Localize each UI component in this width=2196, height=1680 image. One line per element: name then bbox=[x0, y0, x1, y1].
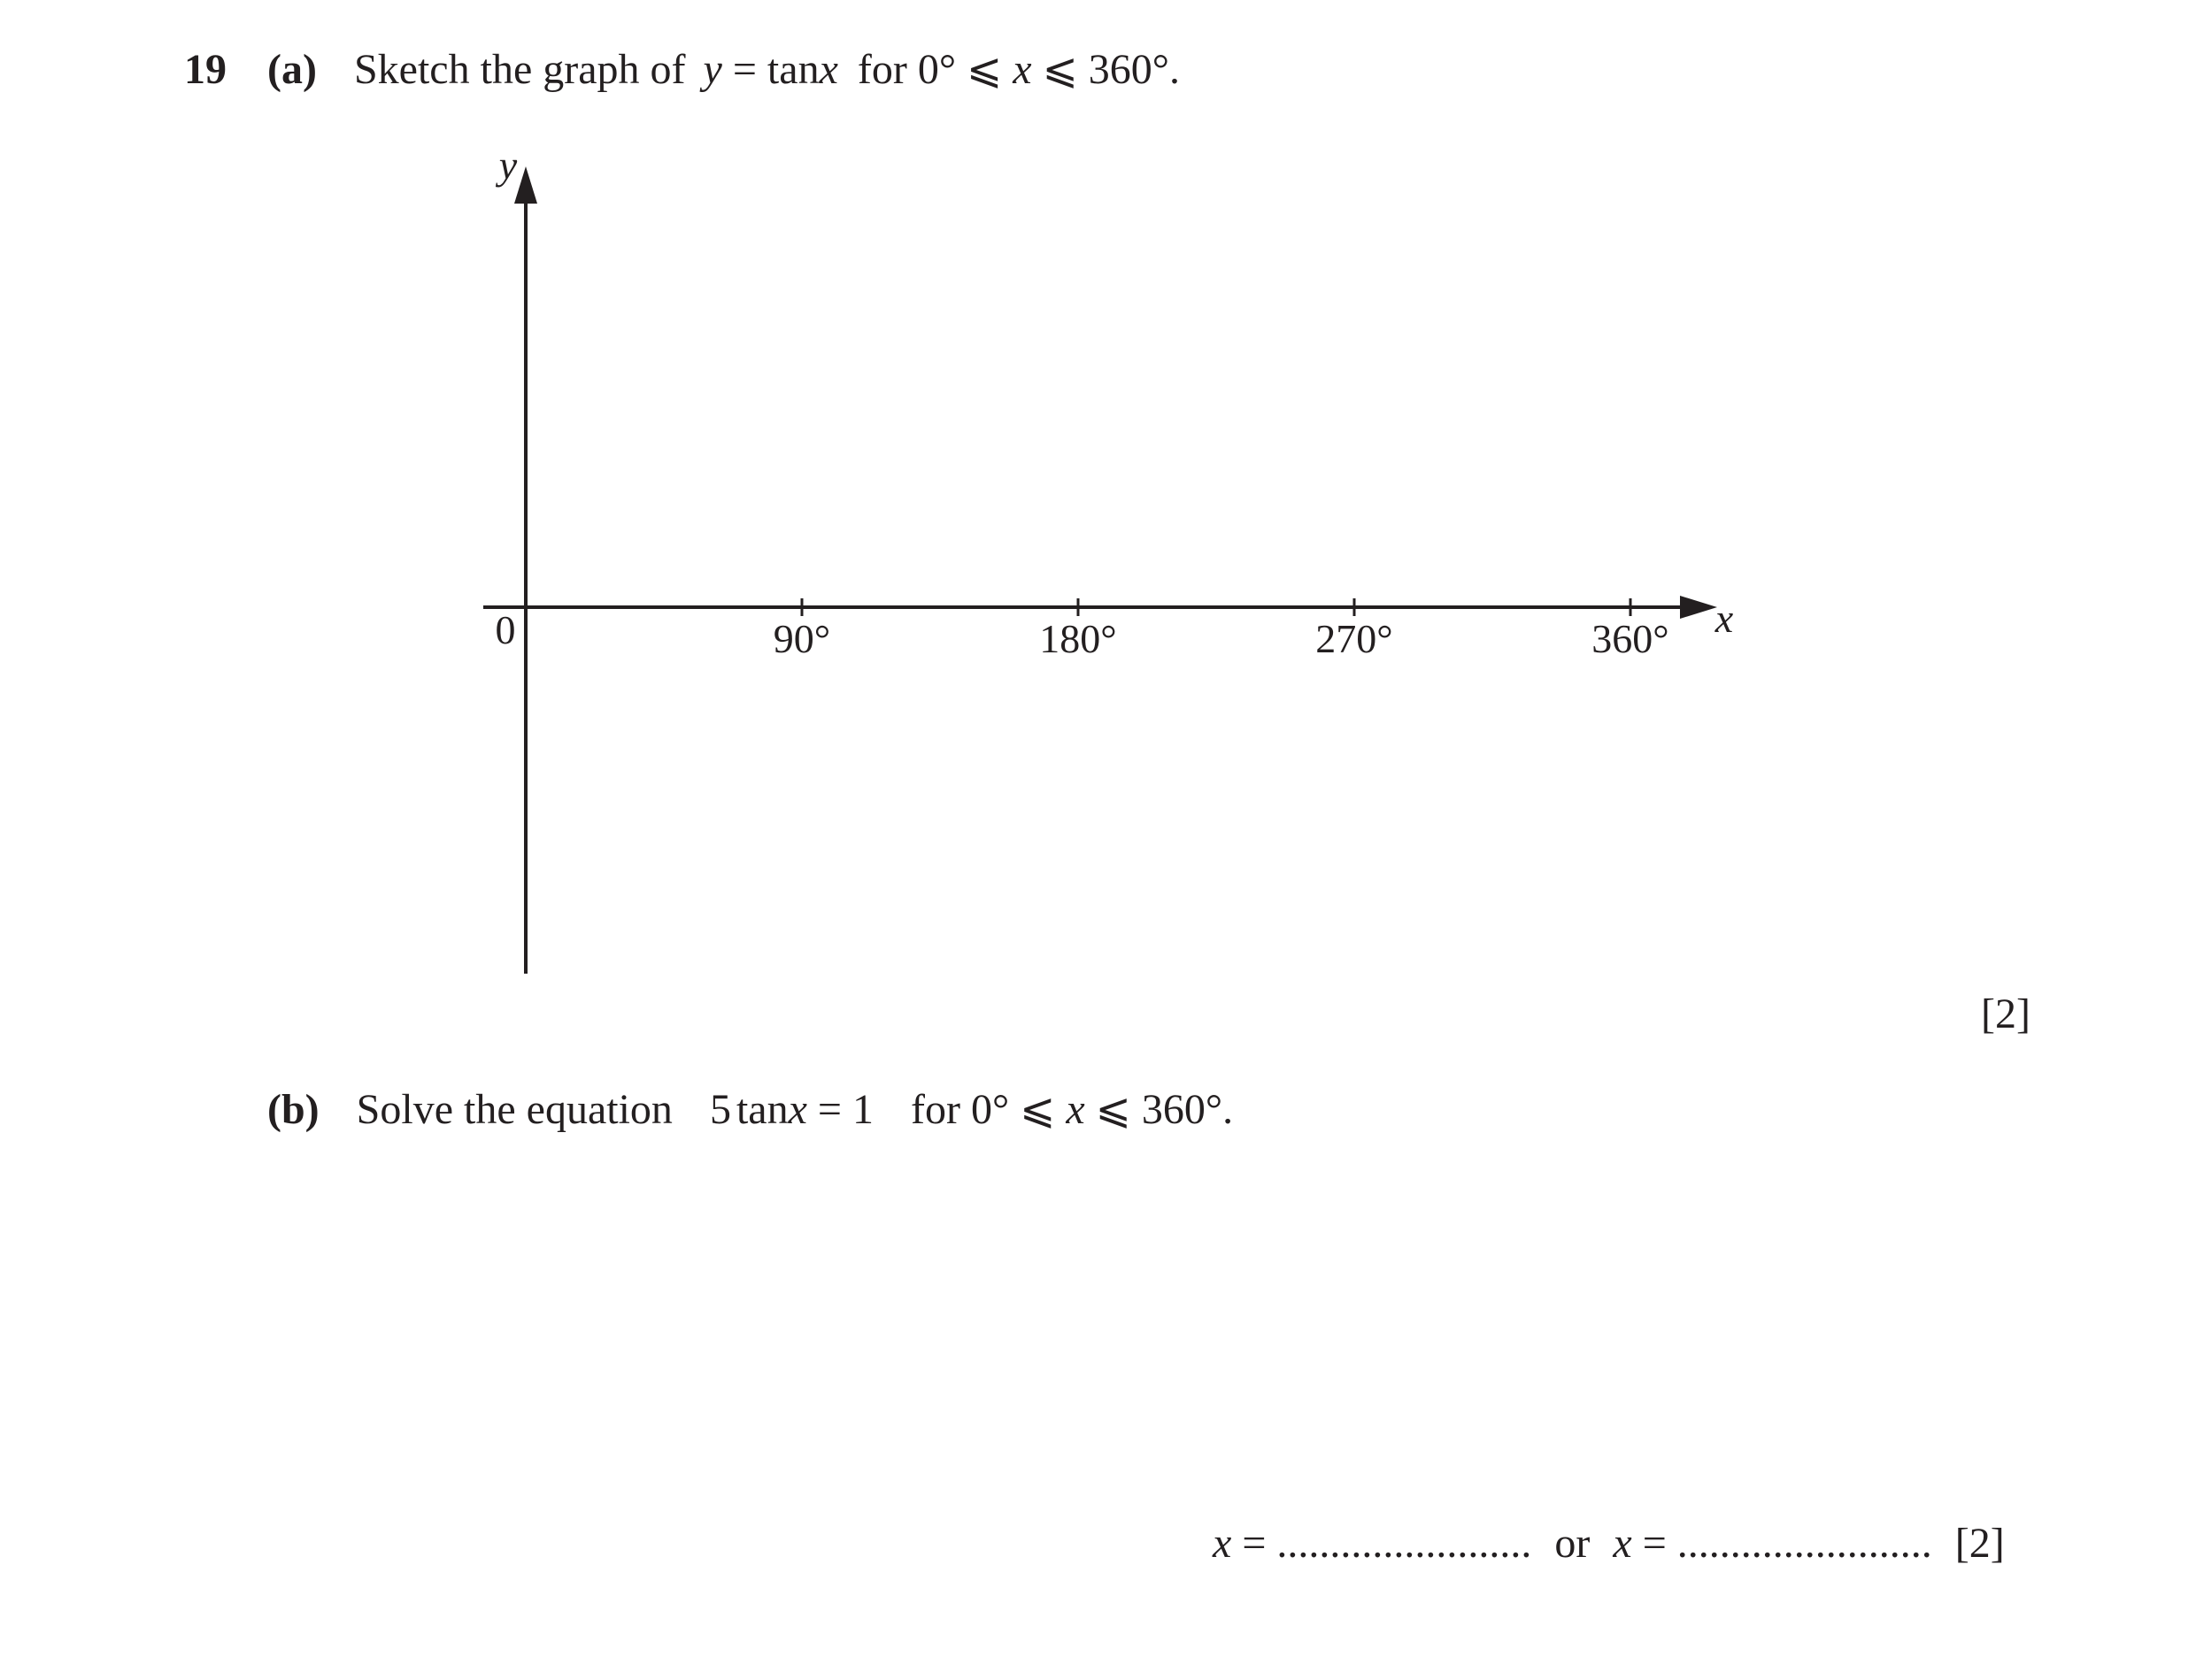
part-b-label: (b) bbox=[267, 1086, 320, 1133]
equals: = bbox=[732, 46, 757, 93]
part-a-label: (a) bbox=[267, 46, 317, 93]
origin-label: 0 bbox=[495, 607, 516, 652]
x-tick-label: 90° bbox=[773, 616, 831, 661]
range-low: 0° bbox=[970, 1086, 1010, 1133]
x-axis-arrow bbox=[1680, 596, 1717, 619]
answer-var-2: x bbox=[1613, 1520, 1632, 1567]
coefficient: 5 bbox=[709, 1086, 731, 1133]
var-x: x bbox=[788, 1086, 807, 1133]
tan-func: tan bbox=[736, 1086, 789, 1133]
range-low: 0° bbox=[917, 46, 957, 93]
x-tick-label: 180° bbox=[1039, 616, 1117, 661]
answer-blank-2[interactable]: ........................ bbox=[1676, 1520, 1932, 1567]
answer-equals-1: = bbox=[1242, 1520, 1267, 1567]
leq-symbol: ⩽ bbox=[1095, 1086, 1131, 1133]
part-b-marks: [2] bbox=[1954, 1520, 2005, 1567]
tan-func: tan bbox=[767, 46, 820, 93]
answer-blank-1[interactable]: ........................ bbox=[1276, 1520, 1532, 1567]
for-word: for bbox=[910, 1086, 960, 1133]
range-high: 360°. bbox=[1141, 1086, 1234, 1133]
x-axis-label: x bbox=[1714, 596, 1734, 641]
part-b-intro: Solve the equation bbox=[356, 1086, 673, 1133]
answer-var-1: x bbox=[1213, 1520, 1232, 1567]
range-high: 360°. bbox=[1088, 46, 1180, 93]
y-axis-label: y bbox=[498, 143, 518, 188]
or-word: or bbox=[1554, 1520, 1591, 1567]
for-word: for bbox=[857, 46, 907, 93]
equals: = bbox=[817, 1086, 842, 1133]
x-tick-label: 270° bbox=[1315, 616, 1393, 661]
x-tick-label: 360° bbox=[1591, 616, 1669, 661]
rhs-value: 1 bbox=[851, 1086, 874, 1133]
answer-line bbox=[1213, 1522, 2005, 1565]
part-a-marks: [2] bbox=[1981, 990, 2030, 1037]
var-y: y bbox=[703, 46, 722, 93]
var-x: x bbox=[819, 46, 838, 93]
question-number: 19 bbox=[184, 46, 227, 93]
leq-symbol: ⩽ bbox=[1042, 46, 1078, 93]
leq-symbol: ⩽ bbox=[1020, 1086, 1056, 1133]
y-axis-arrow bbox=[514, 166, 537, 204]
leq-symbol: ⩽ bbox=[967, 46, 1003, 93]
part-b-text bbox=[267, 1086, 1234, 1133]
range-var: x bbox=[1066, 1086, 1085, 1133]
answer-equals-2: = bbox=[1642, 1520, 1667, 1567]
range-var: x bbox=[1013, 46, 1032, 93]
part-a-intro: Sketch the graph of bbox=[353, 46, 686, 93]
